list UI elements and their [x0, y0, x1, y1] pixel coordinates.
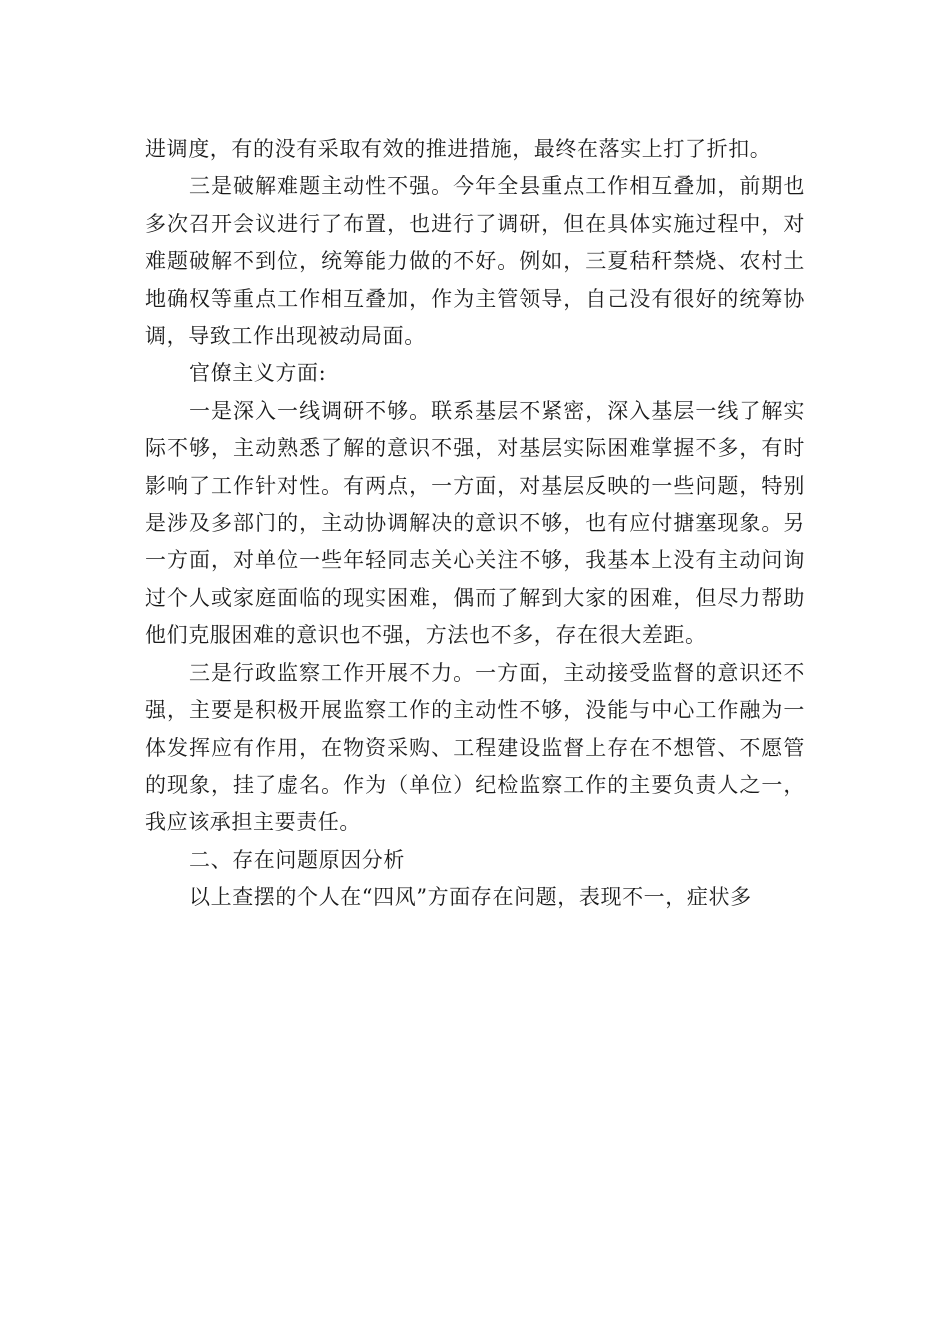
document-body: [145, 131, 805, 917]
section-heading-cause-analysis: 二、存在问题原因分析: [189, 847, 405, 872]
section-heading-bureaucratism: 官僚主义方面:: [189, 361, 327, 386]
paragraph-supervision: 三是行政监察工作开展不力。一方面，主动接受监督的意识还不强，主要是积极开展监察工作的主动性不够，没能与中心工作融为一体发挥应有作用，在物资采购、工程建设监督上存在不想管、不愿管的现象，挂了虚名。作为（单位）纪检监察工作的主要负责人之一，我应该承担主要责任。: [145, 660, 805, 835]
paragraph-continuation: 进调度，有的没有采取有效的推进措施，最终在落实上打了折扣。: [145, 137, 772, 161]
paragraph-grassroots-research: 一是深入一线调研不够。联系基层不紧密，深入基层一线了解实际不够，主动熟悉了解的意识不强，对基层实际困难掌握不多，有时影响了工作针对性。有两点，一方面，对基层反映的一些问题，特别是涉及多部门的，主动协调解决的意识不够，也有应付搪塞现象。另一方面，对单位一些年轻同志关心关注不够，我基本上没有主动问询过个人或家庭面临的现实困难，偶而了解到大家的困难，但尽力帮助他们克服困难的意识也不强，方法也不多，存在很大差距。: [145, 398, 805, 648]
paragraph-four-winds: 以上查摆的个人在“四风”方面存在问题，表现不一，症状多: [189, 885, 752, 910]
paragraph-problem-solving: 三是破解难题主动性不强。今年全县重点工作相互叠加，前期也多次召开会议进行了布置，也进行了调研，但在具体实施过程中，对难题破解不到位，统筹能力做的不好。例如，三夏秸秆禁烧、农村土地确权等重点工作相互叠加，作为主管领导，自己没有很好的统筹协调，导致工作出现被动局面。: [145, 174, 805, 349]
